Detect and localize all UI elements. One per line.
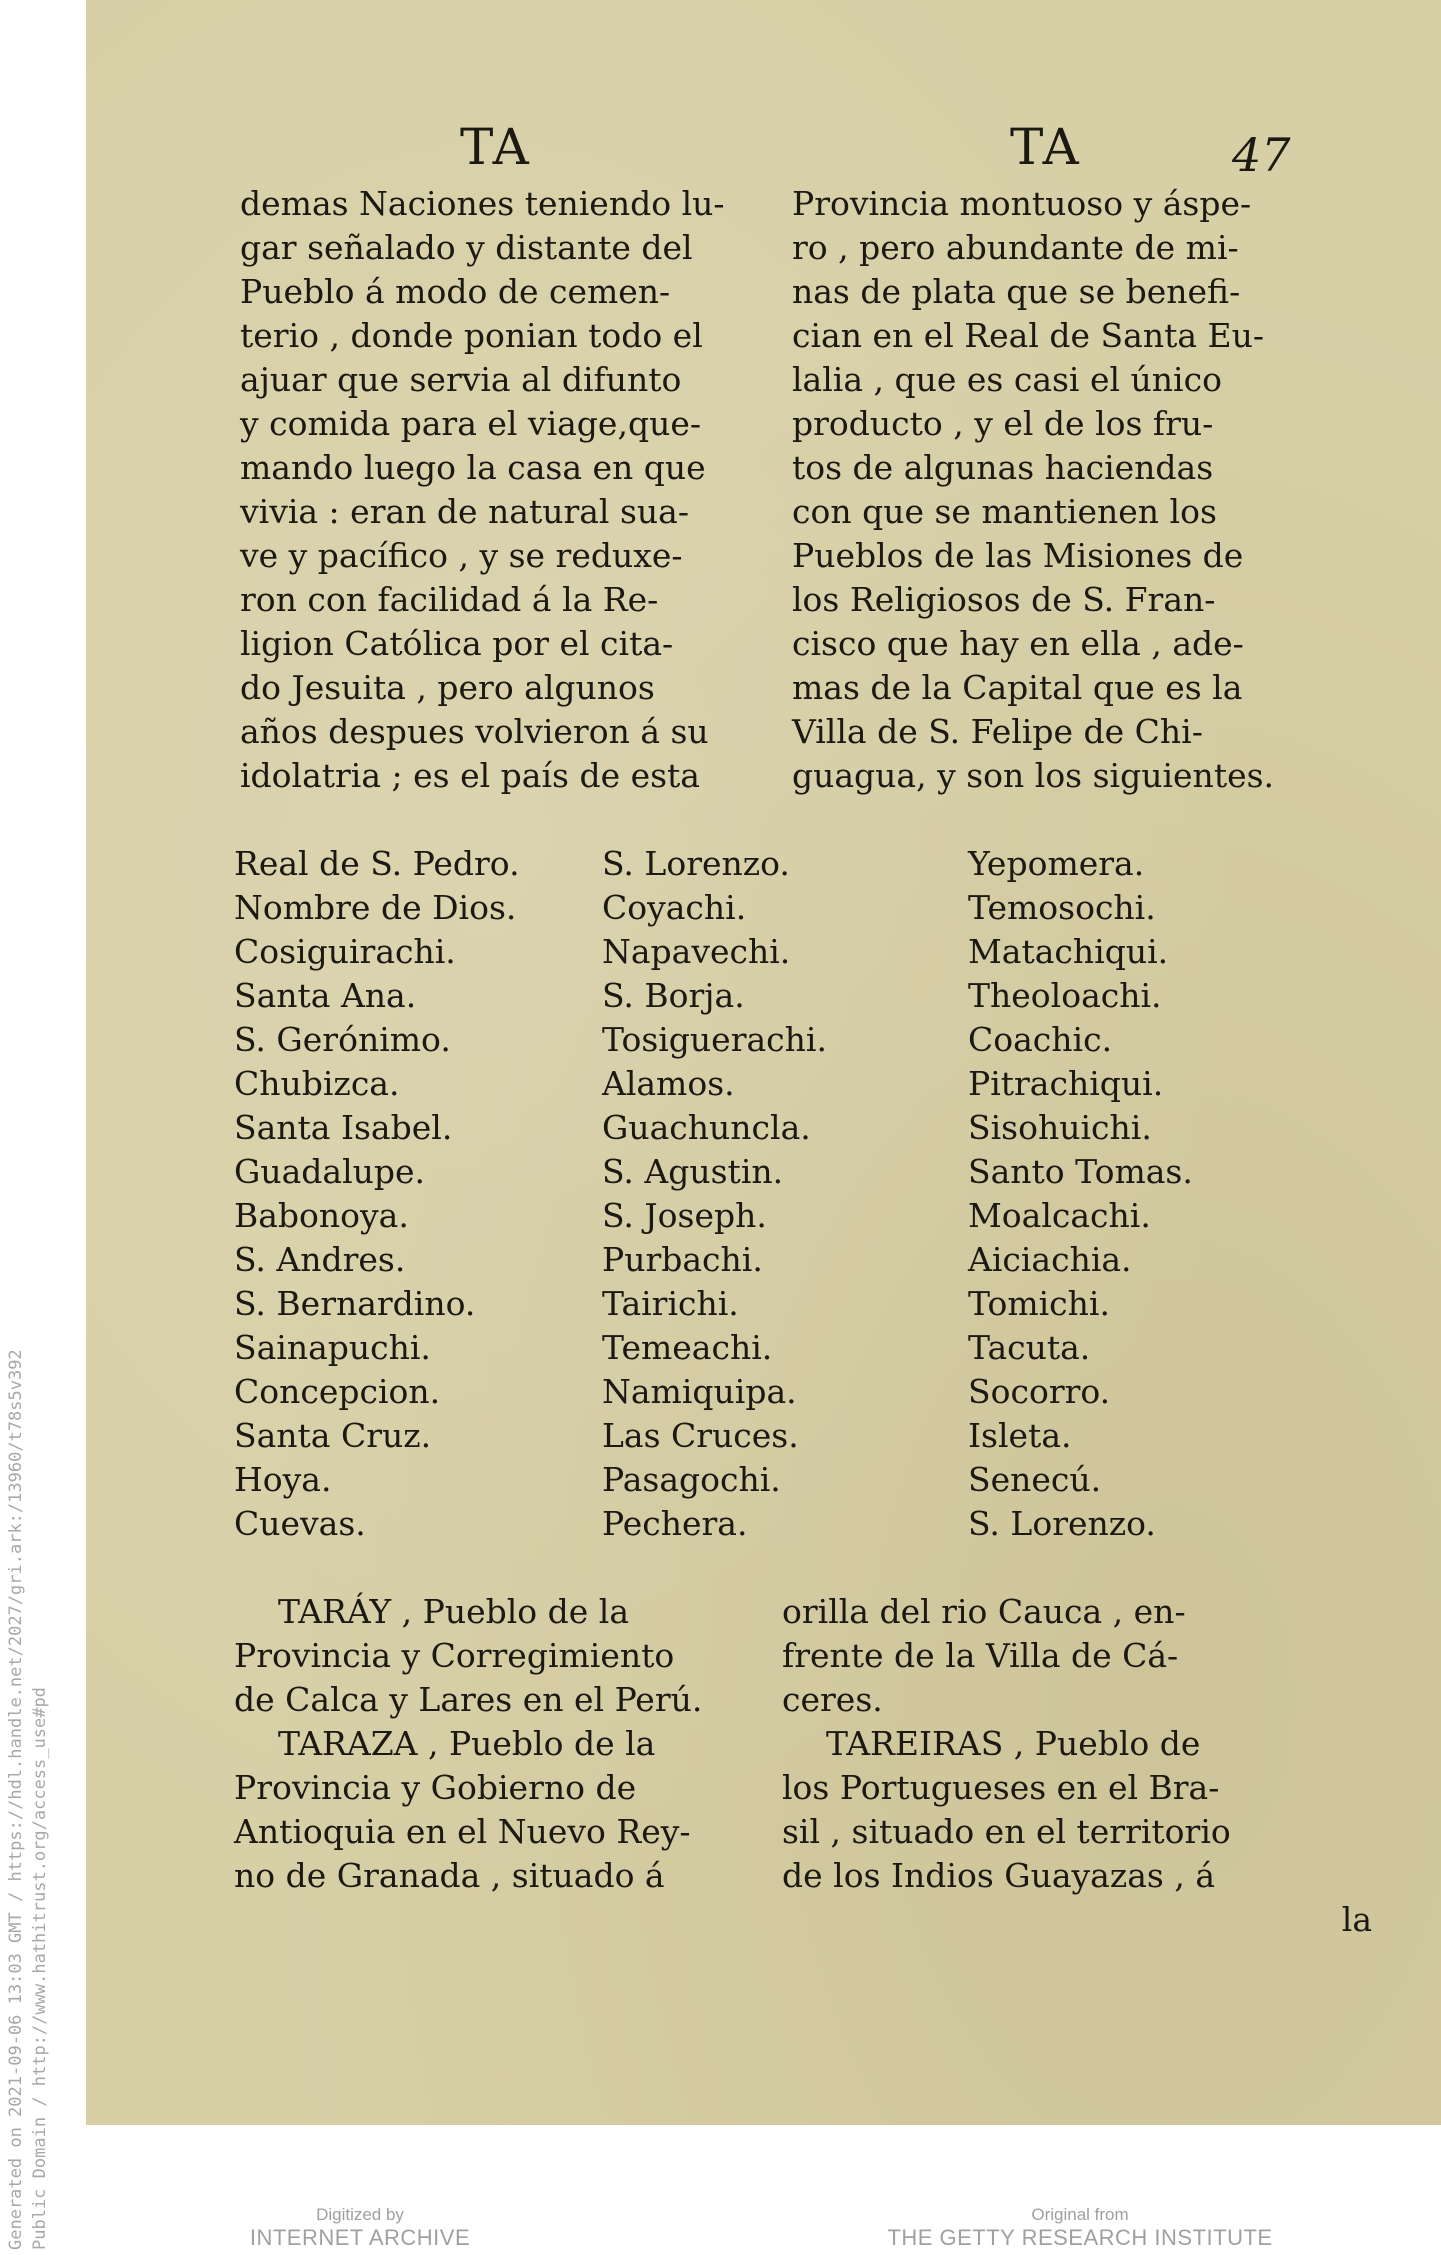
town-name: Matachiqui. — [968, 932, 1169, 971]
town-name: Santa Ana. — [234, 976, 417, 1015]
town-name: Isleta. — [968, 1416, 1072, 1455]
town-name: Real de S. Pedro. — [234, 844, 520, 883]
text-line: y comida para el viage,que- — [240, 404, 702, 443]
town-name: Pitrachiqui. — [968, 1064, 1164, 1103]
town-name: Alamos. — [602, 1064, 735, 1103]
town-list-column-2 — [602, 842, 827, 1546]
text-line: lalia , que es casi el único — [792, 360, 1222, 399]
town-name: Temosochi. — [968, 888, 1156, 927]
entries-right-column — [782, 1590, 1372, 1942]
text-line: Pueblo á modo de cemen- — [240, 272, 671, 311]
town-name: Cuevas. — [234, 1504, 366, 1543]
town-name: Hoya. — [234, 1460, 332, 1499]
town-name: S. Lorenzo. — [602, 844, 790, 883]
town-name: Chubizca. — [234, 1064, 400, 1103]
digitized-source: INTERNET ARCHIVE — [249, 2225, 471, 2250]
text-line: mando luego la casa en que — [240, 448, 706, 487]
digitized-by-credit — [230, 2205, 490, 2251]
text-line: guagua, y son los siguientes. — [792, 756, 1275, 795]
entry-heading-line: TAREIRAS , Pueblo de — [826, 1724, 1201, 1763]
text-line: ro , pero abundante de mi- — [792, 228, 1239, 267]
town-name: Coachic. — [968, 1020, 1113, 1059]
text-line: mas de la Capital que es la — [792, 668, 1243, 707]
text-line: ajuar que servia al difunto — [240, 360, 682, 399]
town-list-column-3 — [968, 842, 1193, 1546]
original-label: Original from — [1031, 2205, 1129, 2224]
town-name: Aiciachia. — [968, 1240, 1132, 1279]
public-domain-stamp-line: Public Domain / http://www.hathitrust.org/access_use#pd — [30, 1687, 50, 2250]
town-name: Tomichi. — [968, 1284, 1110, 1323]
entries-left-column — [234, 1590, 702, 1898]
text-line: Antioquia en el Nuevo Rey- — [234, 1812, 691, 1851]
town-name: Sisohuichi. — [968, 1108, 1152, 1147]
town-name: Sainapuchi. — [234, 1328, 431, 1367]
text-line: producto , y el de los fru- — [792, 404, 1214, 443]
catchword: la — [1341, 1900, 1372, 1939]
town-name: Guadalupe. — [234, 1152, 426, 1191]
text-line: vivia : eran de natural sua- — [240, 492, 689, 531]
text-line: Provincia y Corregimiento — [234, 1636, 675, 1675]
body-left-column — [240, 182, 725, 798]
town-name: Tairichi. — [602, 1284, 739, 1323]
original-from-credit — [870, 2205, 1290, 2251]
town-name: S. Joseph. — [602, 1196, 767, 1235]
text-line: Villa de S. Felipe de Chi- — [792, 712, 1203, 751]
text-line: Provincia y Gobierno de — [234, 1768, 637, 1807]
text-line: terio , donde ponian todo el — [240, 316, 703, 355]
town-name: Las Cruces. — [602, 1416, 799, 1455]
town-name: Cosiguirachi. — [234, 932, 456, 971]
town-name: Pechera. — [602, 1504, 748, 1543]
entry-heading-line: TARAZA , Pueblo de la — [278, 1724, 656, 1763]
town-name: Tosiguerachi. — [602, 1020, 827, 1059]
text-line: cian en el Real de Santa Eu- — [792, 316, 1264, 355]
town-name: Purbachi. — [602, 1240, 763, 1279]
town-name: Pasagochi. — [602, 1460, 781, 1499]
town-name: Tacuta. — [968, 1328, 1091, 1367]
text-line: Provincia montuoso y áspe- — [792, 184, 1252, 223]
text-line: do Jesuita , pero algunos — [240, 668, 655, 707]
text-line: gar señalado y distante del — [240, 228, 693, 267]
town-name: Napavechi. — [602, 932, 791, 971]
text-line: ligion Católica por el cita- — [240, 624, 674, 663]
town-list-column-1 — [234, 842, 520, 1546]
text-line: cisco que hay en ella , ade- — [792, 624, 1244, 663]
town-name: Babonoya. — [234, 1196, 409, 1235]
town-name: S. Agustin. — [602, 1152, 784, 1191]
text-line: demas Naciones teniendo lu- — [240, 184, 725, 223]
town-name: Namiquipa. — [602, 1372, 797, 1411]
text-line: orilla del rio Cauca , en- — [782, 1592, 1186, 1631]
town-name: Santo Tomas. — [968, 1152, 1193, 1191]
town-name: Moalcachi. — [968, 1196, 1151, 1235]
text-line: frente de la Villa de Cá- — [782, 1636, 1179, 1675]
hathitrust-access-stamp — [0, 1100, 60, 2255]
town-name: S. Bernardino. — [234, 1284, 476, 1323]
original-source: THE GETTY RESEARCH INSTITUTE — [887, 2225, 1273, 2250]
text-line: no de Granada , situado á — [234, 1856, 665, 1895]
text-line: los Portugueses en el Bra- — [782, 1768, 1220, 1807]
town-name: Coyachi. — [602, 888, 747, 927]
running-head-right: TA — [1010, 118, 1081, 176]
town-name: Temeachi. — [602, 1328, 773, 1367]
running-head-left: TA — [460, 118, 531, 176]
town-name: Nombre de Dios. — [234, 888, 517, 927]
town-name: Socorro. — [968, 1372, 1111, 1411]
entry-heading-line: TARÁY , Pueblo de la — [278, 1592, 630, 1631]
town-name: Santa Cruz. — [234, 1416, 432, 1455]
town-name: Santa Isabel. — [234, 1108, 453, 1147]
town-name: S. Borja. — [602, 976, 745, 1015]
town-name: Yepomera. — [968, 844, 1145, 883]
text-line: ceres. — [782, 1680, 883, 1719]
text-line: ve y pacífico , y se reduxe- — [240, 536, 683, 575]
book-page — [86, 0, 1441, 2125]
town-name: S. Lorenzo. — [968, 1504, 1156, 1543]
body-right-column — [792, 182, 1274, 798]
text-line: idolatria ; es el país de esta — [240, 756, 700, 795]
text-line: sil , situado en el territorio — [782, 1812, 1231, 1851]
town-name: S. Gerónimo. — [234, 1020, 451, 1059]
text-line: Pueblos de las Misiones de — [792, 536, 1244, 575]
text-line: ron con facilidad á la Re- — [240, 580, 659, 619]
text-line: años despues volvieron á su — [240, 712, 709, 751]
text-line: con que se mantienen los — [792, 492, 1217, 531]
digitized-label: Digitized by — [316, 2205, 404, 2224]
town-name: Senecú. — [968, 1460, 1102, 1499]
town-name: Concepcion. — [234, 1372, 441, 1411]
town-name: Theoloachi. — [968, 976, 1162, 1015]
town-name: Guachuncla. — [602, 1108, 811, 1147]
text-line: los Religiosos de S. Fran- — [792, 580, 1216, 619]
text-line: tos de algunas haciendas — [792, 448, 1214, 487]
text-line: nas de plata que se benefi- — [792, 272, 1241, 311]
town-name: S. Andres. — [234, 1240, 406, 1279]
text-line: de Calca y Lares en el Perú. — [234, 1680, 703, 1719]
generated-stamp-line: Generated on 2021-09-06 13:03 GMT / https://hdl.handle.net/2027/gri.ark:/13960/t78s5v392 — [6, 1349, 26, 2250]
page-number: 47 — [1232, 128, 1291, 182]
text-line: de los Indios Guayazas , á — [782, 1856, 1215, 1895]
